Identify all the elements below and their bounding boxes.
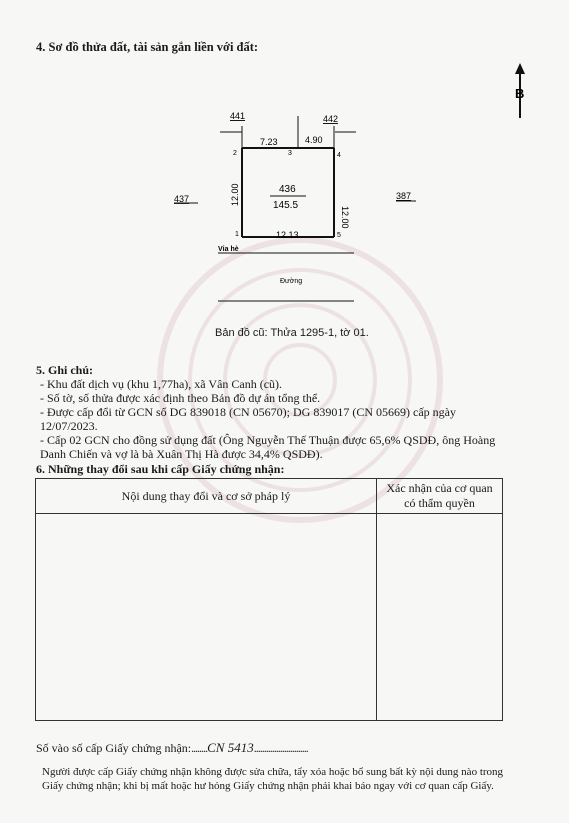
column-header-confirmation-line2: có thẩm quyền: [404, 496, 475, 510]
register-number-label: Số vào số cấp Giấy chứng nhận:: [36, 741, 192, 755]
edge-left-length: 12.00: [230, 183, 240, 206]
vertex-3: 3: [288, 150, 292, 157]
edge-right-length: 12.00: [340, 206, 350, 229]
neighbor-right: 387: [396, 191, 412, 201]
vertex-4: 4: [337, 152, 341, 159]
parcel-number: 436: [279, 184, 296, 195]
note-line-4: 12/07/2023.: [40, 419, 98, 433]
warning-notice: [42, 765, 503, 793]
warning-line-1: Người được cấp Giấy chứng nhận không được sửa chữa, tẩy xóa hoặc bổ sung bất kỳ nội dung nào trong: [42, 766, 504, 778]
vertex-5: 5: [337, 232, 341, 239]
section-6-title: 6. Những thay đổi sau khi cấp Giấy chứng nhận:: [36, 462, 285, 476]
edge-top-right-length: 4.90: [305, 135, 323, 145]
changes-table: [35, 478, 503, 721]
column-header-confirmation-line1: Xác nhận của cơ quan: [386, 481, 493, 495]
edge-bottom-length: 12.13: [276, 230, 299, 240]
confirmation-cell: [377, 514, 503, 721]
parcel-area: 145.5: [273, 200, 299, 211]
column-header-changes: Nội dung thay đổi và cơ sở pháp lý: [36, 479, 377, 514]
note-line-6: Danh Chiến và vợ là bà Xuân Thị Hà được 34,4% QSDĐ).: [40, 447, 323, 461]
warning-line-2: Giấy chứng nhận; khi bị mất hoặc hư hỏng Giấy chứng nhận phải khai báo ngay với cơ quan cấp Giấy.: [42, 780, 494, 792]
column-header-confirmation: [377, 479, 503, 514]
neighbor-top-right: 442: [323, 114, 339, 124]
edge-top-left-length: 7.23: [260, 137, 278, 147]
vertex-2: 2: [233, 150, 237, 157]
old-map-note: Bản đồ cũ: Thửa 1295-1, tờ 01.: [215, 327, 369, 339]
parcel-diagram: [160, 60, 540, 350]
note-line-2: - Số tờ, số thửa được xác định theo Bản đồ dự án tổng thể.: [40, 391, 321, 405]
note-line-3: - Được cấp đổi từ GCN số DG 839018 (CN 05670); DG 839017 (CN 05669) cấp ngày: [40, 405, 456, 419]
note-line-1: - Khu đất dịch vụ (khu 1,77ha), xã Vân Canh (cũ).: [40, 377, 283, 391]
section-4-title: 4. Sơ đồ thửa đất, tài sản gắn liền với đất:: [36, 40, 259, 54]
sidewalk-label: Vỉa hè: [218, 246, 239, 253]
neighbor-top-left: 441: [230, 111, 246, 121]
north-label: B: [515, 86, 525, 101]
changes-content-cell: [36, 514, 377, 721]
register-number-row: Số vào số cấp Giấy chứng nhận:........CN 5413...........................: [36, 740, 308, 755]
section-5-title: 5. Ghi chú:: [36, 363, 94, 377]
register-number-value: CN 5413: [207, 740, 254, 755]
vertex-1: 1: [235, 231, 239, 238]
note-line-5: - Cấp 02 GCN cho đồng sử dụng đất (Ông Nguyễn Thế Thuận được 65,6% QSDĐ, ông Hoàng: [40, 433, 496, 447]
neighbor-left: 437: [174, 194, 190, 204]
road-label: Đường: [280, 278, 303, 285]
